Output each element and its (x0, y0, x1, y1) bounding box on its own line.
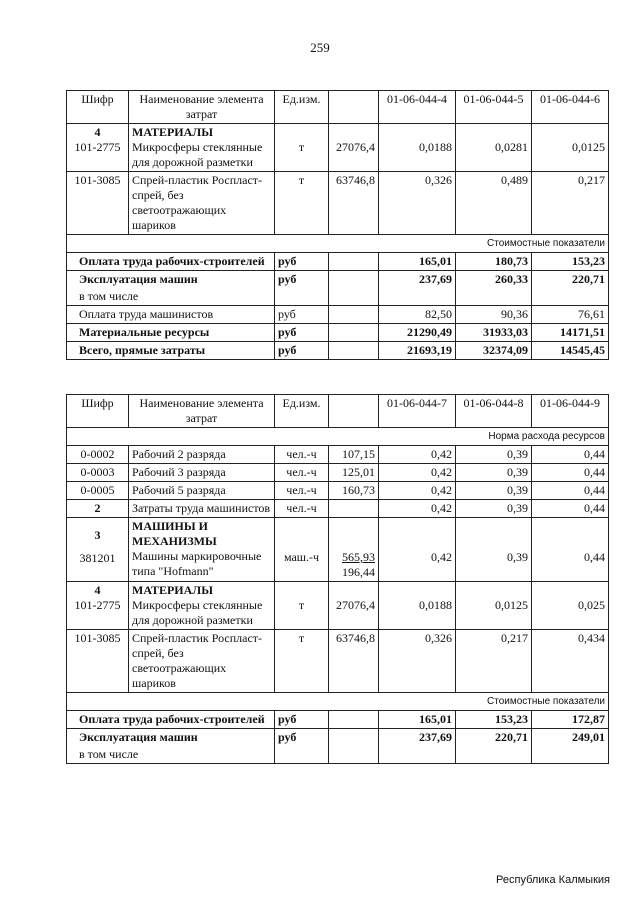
summary-value: 172,87 (532, 711, 609, 729)
row-price: 565,93 (342, 550, 375, 564)
row-value: 0,0281 (456, 124, 532, 172)
summary-name: Оплата труда рабочих-строителей (67, 253, 275, 271)
row-code: 2 (67, 500, 129, 518)
section-title: МАТЕРИАЛЫ (132, 125, 213, 139)
summary-row (67, 342, 609, 360)
header-col-3: 01-06-044-9 (532, 395, 609, 428)
row-value: 0,42 (379, 446, 456, 464)
row-unit: чел.-ч (275, 464, 329, 482)
estimate-table-1 (66, 90, 609, 360)
row-name: Затраты труда машинистов (129, 500, 275, 518)
summary-unit: руб (275, 306, 329, 324)
summary-value: 153,23 (532, 253, 609, 271)
section-number: 4 (94, 583, 101, 597)
summary-value: 220,71 (532, 271, 609, 289)
row-code: 101-2775 (74, 140, 121, 154)
summary-row (67, 288, 609, 306)
row-unit: т (275, 630, 329, 693)
summary-name: Материальные ресурсы (67, 324, 275, 342)
row-value: 0,42 (379, 482, 456, 500)
table-row (67, 500, 609, 518)
header-unit: Ед.изм. (275, 91, 329, 124)
summary-value: 76,61 (532, 306, 609, 324)
summary-value: 82,50 (379, 306, 456, 324)
summary-value: 32374,09 (456, 342, 532, 360)
header-col-2: 01-06-044-5 (456, 91, 532, 124)
page-number: 259 (310, 40, 330, 55)
row-unit: т (275, 172, 329, 235)
row-value: 0,0188 (379, 124, 456, 172)
summary-row (67, 746, 609, 764)
footer-region: Республика Калмыкия (496, 874, 610, 886)
cost-label-row (67, 235, 609, 253)
summary-unit: руб (275, 324, 329, 342)
row-name: Микросферы стеклянные для дорожной разметки (132, 598, 263, 627)
summary-value: 237,69 (379, 729, 456, 747)
row-name: Спрей-пластик Роспласт-спрей, без светоотражающих шариков (129, 630, 275, 693)
summary-value: 31933,03 (456, 324, 532, 342)
row-value: 0,44 (532, 464, 609, 482)
row-value: 0,39 (456, 518, 532, 582)
summary-row (67, 729, 609, 747)
table-row (67, 482, 609, 500)
summary-value: 14545,45 (532, 342, 609, 360)
summary-row (67, 306, 609, 324)
row-name: Микросферы стеклянные для дорожной разметки (132, 140, 263, 169)
summary-value: 249,01 (532, 729, 609, 747)
row-value: 0,39 (456, 482, 532, 500)
row-unit: чел.-ч (275, 482, 329, 500)
table-row (67, 518, 609, 582)
row-name: Рабочий 2 разряда (129, 446, 275, 464)
section-title: МАТЕРИАЛЫ (132, 583, 213, 597)
row-value: 0,217 (456, 630, 532, 693)
table-header-row (67, 395, 609, 428)
summary-value: 165,01 (379, 711, 456, 729)
row-value: 0,39 (456, 464, 532, 482)
summary-value: 220,71 (456, 729, 532, 747)
summary-unit: руб (275, 729, 329, 747)
summary-row (67, 253, 609, 271)
row-code: 0-0003 (67, 464, 129, 482)
summary-value: 21290,49 (379, 324, 456, 342)
row-value: 0,025 (532, 582, 609, 630)
summary-row (67, 711, 609, 729)
row-price: 125,01 (329, 464, 379, 482)
header-code: Шифр (67, 395, 129, 428)
row-code: 101-2775 (74, 598, 121, 612)
table-row (67, 582, 609, 630)
row-value: 0,0188 (379, 582, 456, 630)
row-value: 0,44 (532, 500, 609, 518)
summary-row (67, 324, 609, 342)
row-value: 0,326 (379, 630, 456, 693)
summary-name: Всего, прямые затраты (67, 342, 275, 360)
row-unit: чел.-ч (275, 500, 329, 518)
header-price (329, 395, 379, 428)
cost-label: Стоимостные показатели (67, 235, 609, 253)
summary-unit: руб (275, 253, 329, 271)
header-col-2: 01-06-044-8 (456, 395, 532, 428)
summary-value: 237,69 (379, 271, 456, 289)
row-price: 107,15 (329, 446, 379, 464)
header-name: Наименование элемента затрат (129, 91, 275, 124)
norm-label-row (67, 428, 609, 446)
row-value: 0,0125 (532, 124, 609, 172)
header-price (329, 91, 379, 124)
row-value: 0,44 (532, 446, 609, 464)
header-code: Шифр (67, 91, 129, 124)
row-name: Рабочий 5 разряда (129, 482, 275, 500)
summary-value: 21693,19 (379, 342, 456, 360)
row-price: 27076,4 (329, 124, 379, 172)
row-value: 0,39 (456, 500, 532, 518)
summary-value: 180,73 (456, 253, 532, 271)
row-code: 381201 (79, 551, 116, 565)
row-value: 0,326 (379, 172, 456, 235)
row-value: 0,434 (532, 630, 609, 693)
header-col-1: 01-06-044-4 (379, 91, 456, 124)
table-row (67, 172, 609, 235)
summary-unit: руб (275, 711, 329, 729)
row-value: 0,489 (456, 172, 532, 235)
row-value: 0,44 (532, 518, 609, 582)
row-price: 27076,4 (329, 582, 379, 630)
summary-name: Эксплуатация машин (67, 729, 275, 747)
cost-label: Стоимостные показатели (67, 693, 609, 711)
estimate-table-2 (66, 394, 609, 764)
section-number: 4 (94, 125, 101, 139)
row-name: Машины маркировочные типа "Hofmann" (132, 549, 262, 578)
summary-value: 153,23 (456, 711, 532, 729)
row-price: 63746,8 (329, 172, 379, 235)
summary-name: Эксплуатация машин (67, 271, 275, 289)
table-header-row (67, 91, 609, 124)
summary-name: Оплата труда машинистов (67, 306, 275, 324)
section-title: МАШИНЫ И МЕХАНИЗМЫ (132, 519, 217, 548)
summary-name: в том числе (67, 288, 275, 306)
header-col-3: 01-06-044-6 (532, 91, 609, 124)
summary-value: 165,01 (379, 253, 456, 271)
row-unit: т (275, 582, 329, 630)
summary-unit: руб (275, 342, 329, 360)
row-code: 101-3085 (67, 172, 129, 235)
row-code: 101-3085 (67, 630, 129, 693)
row-unit: маш.-ч (275, 518, 329, 582)
row-value: 0,39 (456, 446, 532, 464)
summary-value: 260,33 (456, 271, 532, 289)
norm-label: Норма расхода ресурсов (67, 428, 609, 446)
header-col-1: 01-06-044-7 (379, 395, 456, 428)
row-price: 160,73 (329, 482, 379, 500)
row-name: Спрей-пластик Роспласт-спрей, без светоотражающих шариков (129, 172, 275, 235)
table-row (67, 124, 609, 172)
summary-row (67, 271, 609, 289)
table-row (67, 464, 609, 482)
row-value: 0,42 (379, 518, 456, 582)
row-code: 0-0005 (67, 482, 129, 500)
cost-label-row (67, 693, 609, 711)
summary-value: 90,36 (456, 306, 532, 324)
summary-value: 14171,51 (532, 324, 609, 342)
summary-name: Оплата труда рабочих-строителей (67, 711, 275, 729)
table-row (67, 446, 609, 464)
row-value: 0,42 (379, 464, 456, 482)
row-value: 0,44 (532, 482, 609, 500)
row-unit: т (275, 124, 329, 172)
row-code: 0-0002 (67, 446, 129, 464)
header-unit: Ед.изм. (275, 395, 329, 428)
summary-name: в том числе (67, 746, 275, 764)
row-unit: чел.-ч (275, 446, 329, 464)
section-number: 3 (94, 528, 101, 542)
row-name: Рабочий 3 разряда (129, 464, 275, 482)
row-price-machinist: 196,44 (342, 565, 375, 579)
row-value: 0,42 (379, 500, 456, 518)
row-price: 63746,8 (329, 630, 379, 693)
row-value: 0,0125 (456, 582, 532, 630)
summary-unit: руб (275, 271, 329, 289)
header-name: Наименование элемента затрат (129, 395, 275, 428)
row-value: 0,217 (532, 172, 609, 235)
table-row (67, 630, 609, 693)
